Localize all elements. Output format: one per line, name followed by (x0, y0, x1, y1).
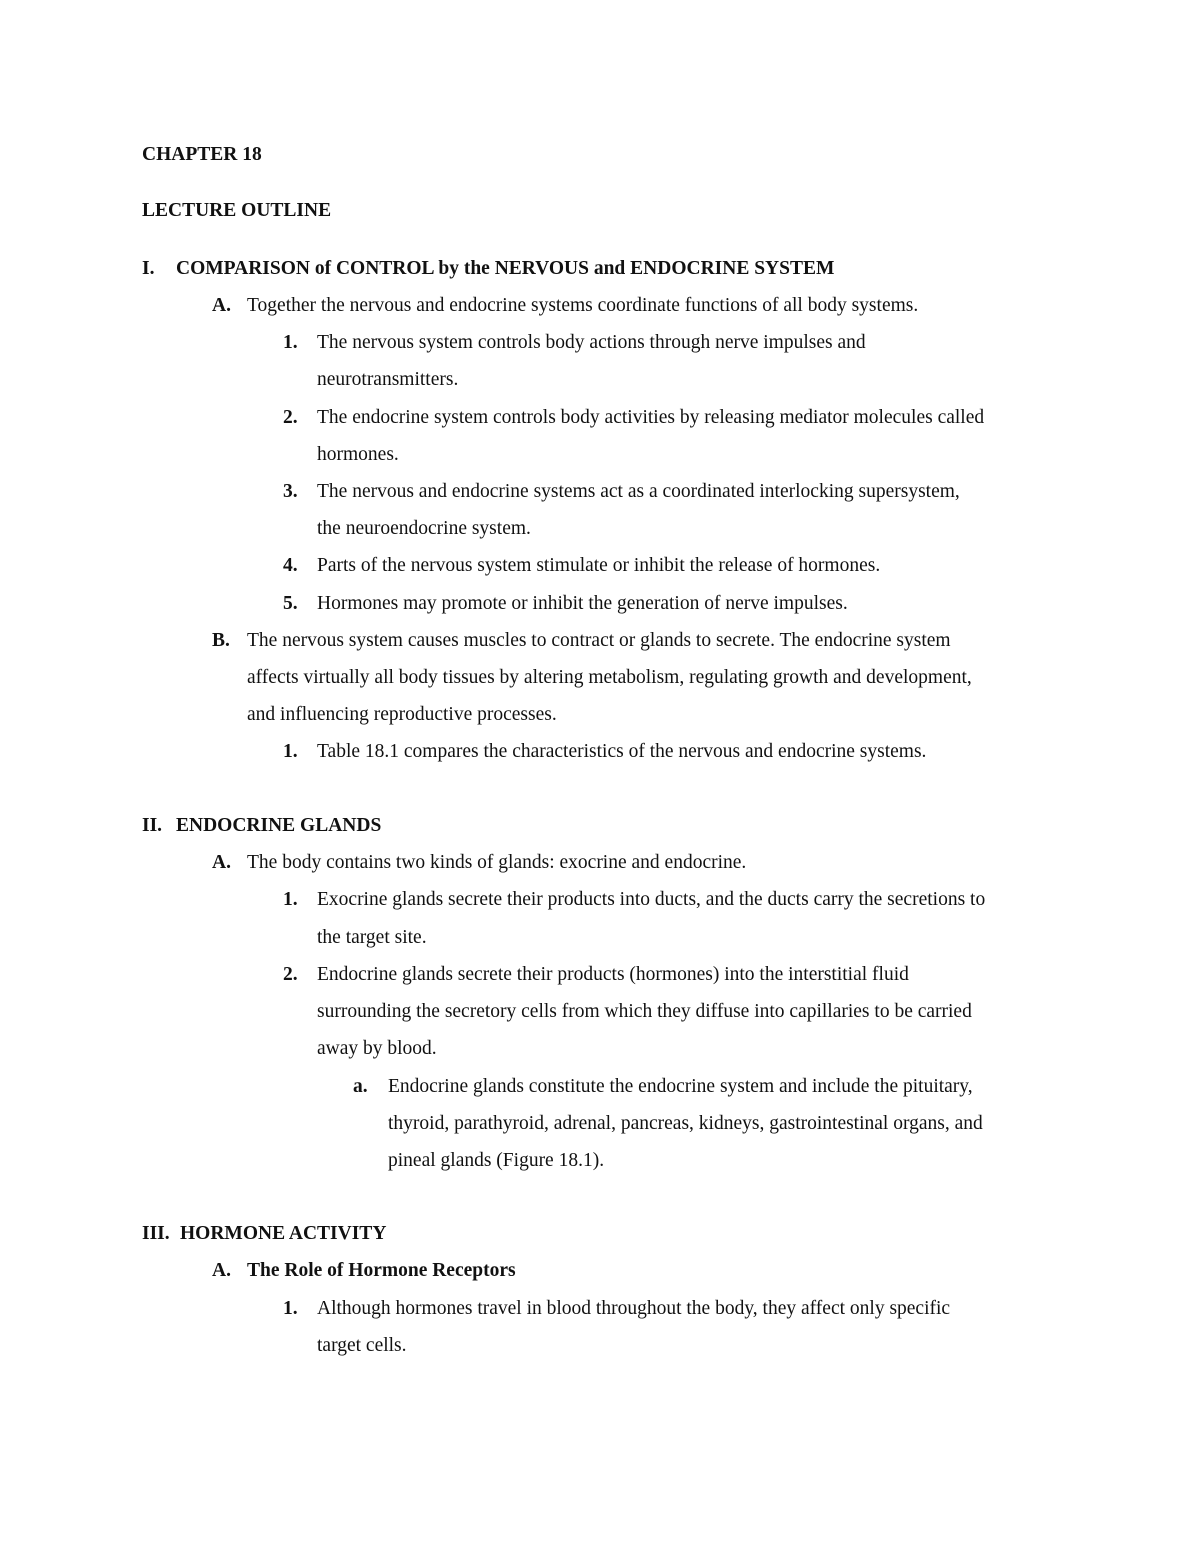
outline-text: target cells. (317, 1335, 407, 1356)
outline-text: The endocrine system controls body activities by releasing mediator molecules called (317, 407, 985, 428)
item-marker: 3. (283, 481, 298, 502)
item-marker: 1. (283, 1298, 298, 1319)
item-marker: A. (212, 852, 231, 873)
outline-text: neurotransmitters. (317, 369, 459, 390)
section-marker: I. (142, 258, 155, 279)
item-marker: 1. (283, 332, 298, 353)
outline-text: surrounding the secretory cells from which they diffuse into capillaries to be carried (317, 1001, 972, 1022)
outline-text: away by blood. (317, 1038, 437, 1059)
section-heading: HORMONE ACTIVITY (180, 1223, 387, 1244)
item-marker: A. (212, 1260, 231, 1281)
outline-text: affects virtually all body tissues by altering metabolism, regulating growth and development, (247, 667, 972, 688)
outline-text: Although hormones travel in blood throughout the body, they affect only specific (317, 1298, 951, 1319)
outline-text: The nervous system controls body actions through nerve impulses and (317, 332, 866, 353)
outline-text: The body contains two kinds of glands: exocrine and endocrine. (247, 852, 747, 873)
outline-text: thyroid, parathyroid, adrenal, pancreas, kidneys, gastrointestinal organs, and (388, 1113, 983, 1134)
section-heading: COMPARISON of CONTROL by the NERVOUS and ENDOCRINE SYSTEM (176, 258, 835, 279)
item-marker: 5. (283, 593, 298, 614)
outline-text: the target site. (317, 927, 427, 948)
item-marker: 2. (283, 407, 298, 428)
outline-text: Table 18.1 compares the characteristics of the nervous and endocrine systems. (317, 741, 927, 762)
outline-text: pineal glands (Figure 18.1). (388, 1150, 605, 1171)
item-marker: B. (212, 630, 230, 651)
item-marker: 4. (283, 555, 298, 576)
item-marker: a. (353, 1076, 368, 1097)
outline-text: Exocrine glands secrete their products into ducts, and the ducts carry the secretions to (317, 889, 986, 910)
outline-text: the neuroendocrine system. (317, 518, 531, 539)
outline-text: hormones. (317, 444, 399, 465)
subsection-heading: The Role of Hormone Receptors (247, 1260, 516, 1281)
outline-text: Parts of the nervous system stimulate or inhibit the release of hormones. (317, 555, 881, 576)
item-marker: 1. (283, 889, 298, 910)
outline-text: Endocrine glands secrete their products (hormones) into the interstitial fluid (317, 964, 909, 985)
section-heading: ENDOCRINE GLANDS (176, 815, 382, 836)
outline-text: Endocrine glands constitute the endocrine system and include the pituitary, (388, 1076, 973, 1097)
item-marker: 2. (283, 964, 298, 985)
outline-text: The nervous and endocrine systems act as a coordinated interlocking supersystem, (317, 481, 960, 502)
chapter-title: CHAPTER 18 (142, 144, 262, 165)
item-marker: 1. (283, 741, 298, 762)
item-marker: A. (212, 295, 231, 316)
outline-text: Hormones may promote or inhibit the generation of nerve impulses. (317, 593, 848, 614)
outline-text: and influencing reproductive processes. (247, 704, 557, 725)
outline-text: Together the nervous and endocrine systems coordinate functions of all body systems. (247, 295, 919, 316)
outline-subtitle: LECTURE OUTLINE (142, 200, 332, 221)
section-marker: II. (142, 815, 163, 836)
section-marker: III. (142, 1223, 170, 1244)
outline-text: The nervous system causes muscles to contract or glands to secrete. The endocrine system (247, 630, 951, 651)
